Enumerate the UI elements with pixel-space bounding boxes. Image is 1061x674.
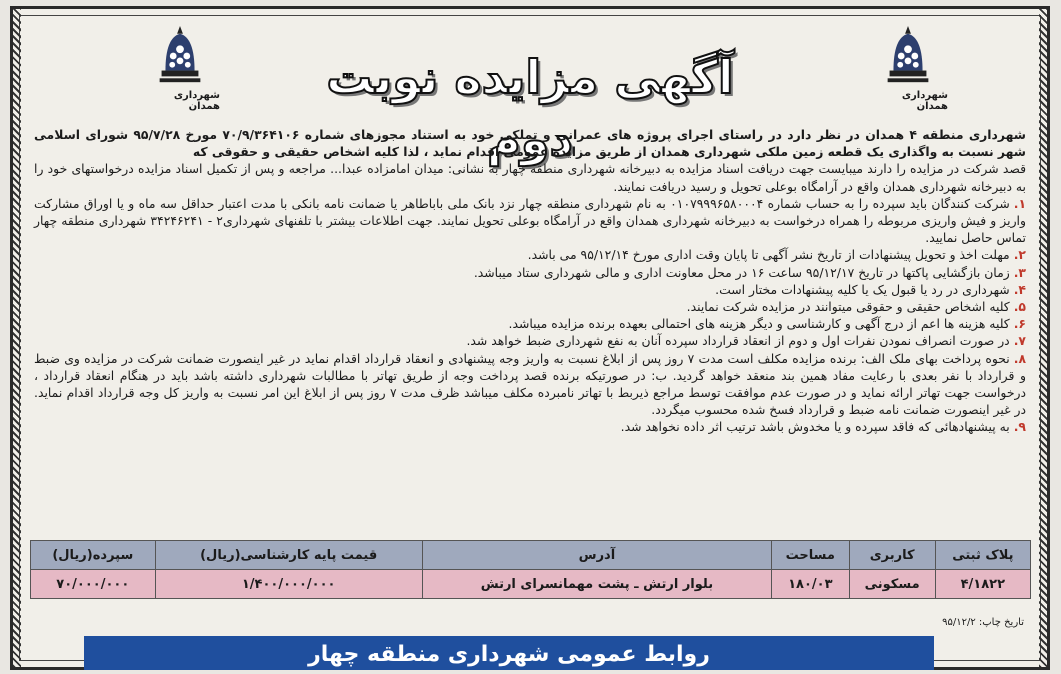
- cell-usage: مسکونی: [849, 570, 935, 599]
- condition-number: ۲.: [1013, 247, 1026, 263]
- header-usage: کاربری: [849, 541, 935, 570]
- table-header-row: [31, 541, 1031, 570]
- header-area: مساحت: [772, 541, 850, 570]
- municipality-logo-left: [140, 24, 220, 112]
- condition-text: کلیه اشخاص حقیقی و حقوقی میتوانند در مزایده شرکت نمایند.: [686, 299, 1010, 315]
- ad-body: [34, 126, 1026, 436]
- condition-item: [34, 315, 1026, 332]
- right-hatch-border: [1039, 9, 1047, 667]
- logo-caption: شهرداری همدان: [901, 90, 948, 112]
- condition-number: ۴.: [1013, 281, 1026, 297]
- cell-deposit: ۷۰/۰۰۰/۰۰۰: [31, 570, 156, 599]
- condition-text: شهرداری در رد یا قبول یک یا کلیه پیشنهادات مختار است.: [715, 281, 1010, 297]
- condition-number: ۷.: [1013, 333, 1026, 349]
- condition-item: [34, 195, 1026, 247]
- municipality-emblem-icon: [155, 24, 205, 88]
- condition-item: [34, 298, 1026, 315]
- condition-item: [34, 332, 1026, 349]
- property-table: [30, 540, 1031, 599]
- condition-item: [34, 246, 1026, 263]
- table-row: [31, 570, 1031, 599]
- instructions-paragraph: قصد شرکت در مزایده را دارند میبایست جهت دریافت اسناد مزایده به دبیرخانه شهرداری منطقه چهار به نشانی: میدان امامزاده عبدا... مراجعه و پس از تکمیل اسناد مزایده درخواستهای خود را به دبیرخانه شهرداری همدان واقع در آرامگاه بوعلی تحویل و رسید دریافت نمایند.: [34, 161, 1026, 194]
- condition-number: ۵.: [1013, 299, 1026, 315]
- condition-number: ۸.: [1013, 350, 1027, 366]
- property-table-wrap: [30, 540, 1031, 599]
- left-hatch-border: [13, 9, 21, 667]
- condition-item: [34, 264, 1026, 281]
- condition-number: ۶.: [1013, 316, 1026, 332]
- condition-number: ۹.: [1013, 419, 1026, 435]
- condition-item: [34, 418, 1026, 435]
- condition-number: ۳.: [1013, 264, 1026, 280]
- cell-base-price: ۱/۴۰۰/۰۰۰/۰۰۰: [155, 570, 422, 599]
- header-base-price: قیمت پایه کارشناسی(ریال): [155, 541, 422, 570]
- cell-area: ۱۸۰/۰۳: [772, 570, 850, 599]
- header-address: آدرس: [422, 541, 771, 570]
- print-date: تاریخ چاپ: ۹۵/۱۲/۲: [942, 617, 1024, 628]
- ad-title: آگهی مزایده نوبت دوم: [326, 50, 734, 166]
- header-plate-number: پلاک ثبتی: [935, 541, 1030, 570]
- condition-text: مهلت اخذ و تحویل پیشنهادات از تاریخ نشر آگهی تا پایان وقت اداری مورخ ۹۵/۱۲/۱۴ می باشد.: [527, 247, 1010, 263]
- municipality-logo-right: [868, 24, 948, 112]
- conditions-list: [34, 195, 1026, 436]
- condition-text: نحوه پرداخت بهای ملک الف: برنده مزایده مکلف است مدت ۷ روز پس از ابلاغ نسبت به واریز وجه پیشنهادی و انعقاد قرارداد اقدام نماید در غیر اینصورت ضمانت شرکت در مزایده وی ضبط و قرارداد با نفر بعدی با رعایت مفاد همین بند منعقد خواهد گردید. ب: در صورتیکه برنده قصد پرداخت وجه از طریق تهاتر با مطالبات شهرداری داشته باشد باید در هنگام انعقاد قرارداد ، درخواست جهت تهاتر ارائه نماید و در صورت عدم موافقت توسط مراجع ذیربط با تهاتر نامبرده مکلف میباشد ظرف مدت ۷ روز پس از ابلاغ این امر نسبت به واریز کل وجه قرارداد اقدام نماید. در غیر اینصورت ضمانت نامه ضبط و قرارداد فسخ شده محسوب میگردد.: [34, 350, 1026, 418]
- condition-item: [34, 281, 1026, 298]
- logo-caption: شهرداری همدان: [173, 90, 220, 112]
- condition-text: شرکت کنندگان باید سپرده را به حساب شماره ۰۱۰۷۹۹۹۶۵۸۰۰۰۴ به نام شهرداری منطقه چهار نزد بانک ملی باباطاهر یا ضمانت نامه بانکی با مدت اعتبار حداقل سه ماه و یا اوراق مشارکت واریز و فیش واریزی مربوطه را همراه درخواست به دبیرخانه شهرداری همدان واقع در آرامگاه بوعلی تحویل نمایند. جهت اطلاعات بیشتر با تلفنهای شهرداری۲ - ۳۴۲۴۶۲۴۱ شهرداری منطقه چهار تماس حاصل نمایید.: [34, 195, 1026, 246]
- cell-plate-number: ۴/۱۸۲۲: [935, 570, 1030, 599]
- condition-text: زمان بازگشایی پاکتها در تاریخ ۹۵/۱۲/۱۷ ساعت ۱۶ در محل معاونت اداری و مالی شهرداری ستاد میباشد.: [473, 264, 1010, 280]
- header-deposit: سپرده(ریال): [31, 541, 156, 570]
- condition-text: در صورت انصراف نمودن نفرات اول و دوم از انعقاد قرارداد سپرده آنان به نفع شهرداری ضبط خواهد شد.: [466, 333, 1010, 349]
- condition-text: کلیه هزینه ها اعم از درج آگهی و کارشناسی و دیگر هزینه های احتمالی بعهده برنده مزایده میباشد.: [508, 316, 1010, 332]
- cell-address: بلوار ارتش ـ پشت مهمانسرای ارتش: [422, 570, 771, 599]
- condition-text: به پیشنهادهائی که فاقد سپرده و یا مخدوش باشد ترتیب اثر داده نخواهد شد.: [620, 419, 1010, 435]
- condition-item: [34, 350, 1026, 419]
- condition-number: ۱.: [1013, 195, 1027, 211]
- footer-public-relations: روابط عمومی شهرداری منطقه چهار: [84, 636, 934, 670]
- municipality-emblem-icon: [883, 24, 933, 88]
- intro-paragraph: شهرداری منطقه ۴ همدان در نظر دارد در راستای اجرای پروژه های عمرانی و تملکی خود به استناد مجوزهای شماره ۷۰/۹/۳۶۴۱۰۶ مورخ ۹۵/۷/۲۸ شورای اسلامی شهر نسبت به واگذاری یک قطعه زمین ملکی شهرداری همدان از طریق مزایده عمومی اقدام نماید ، لذا کلیه اشخاص حقیقی و حقوقی که: [34, 127, 1026, 160]
